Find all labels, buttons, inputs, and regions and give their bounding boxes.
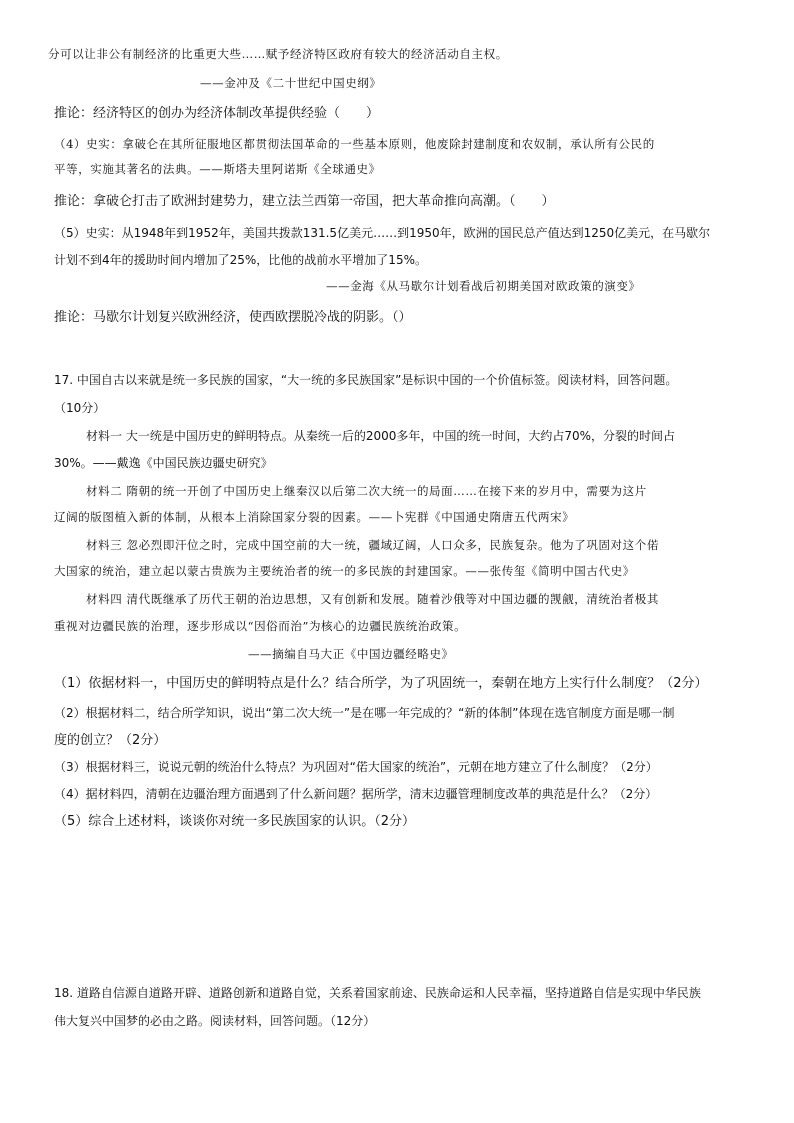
q17-title-line1: 17. 中国自古以来就是统一多民族的国家，“大一统的多民族国家”是标识中国的一个价值标签。阅读材料，回答问题。 [54,373,678,387]
q17-subquestion-3: （3）根据材料三，说说元朝的统治什么特点？为巩固对“偌大国家的统治”，元朝在地方建立了什么制度？（2分） [54,760,658,774]
q16-5-fact-line2: 计划不到4年的援助时间内增加了25%，比他的战前水平增加了15%。 [54,253,427,267]
q17-material4-line2: 重视对边疆民族的治理，逐步形成以“因俗而治”为核心的边疆民族统治政策。 [54,619,467,633]
q17-subquestion-4: （4）据材料四，清朝在边疆治理方面遇到了什么新问题？据所学，清末边疆管理制度改革的典范是什么？（2分） [54,787,658,801]
q16-inference-4: 推论：拿破仑打击了欧洲封建势力，建立法兰西第一帝国，把大革命推向高潮。（ ） [54,194,555,209]
q16-material-line: 分可以让非公有制经济的比重更大些……赋予经济特区政府有较大的经济活动自主权。 [48,47,508,61]
q16-5-fact-line1: （5）史实：从1948年到1952年，美国共拨款131.5亿美元……到1950年，欧洲的国民总产值达到1250亿美元，在马歇尔 [54,226,711,240]
q17-title-line2: （10分） [54,401,106,415]
q16-inference-3: 推论：经济特区的创办为经济体制改革提供经验（ ） [54,106,380,121]
q17-material4-line1: 材料四 清代既继承了历代王朝的治边思想，又有创新和发展。随着沙俄等对中国边疆的觊觎，清统治者极其 [86,592,659,606]
q17-subquestion-1: （1）依据材料一，中国历史的鲜明特点是什么？结合所学，为了巩固统一，秦朝在地方上实行什么制度？（2分） [54,676,708,691]
q17-material1-line2: 30%。——戴逸《中国民族边疆史研究》 [54,456,273,470]
q16-source: ——金冲及《二十世纪中国史纲》 [200,76,382,90]
q17-material4-source: ——摘编自马大正《中国边疆经略史》 [248,647,454,661]
q17-material2-line2: 辽阔的版图植入新的体制，从根本上消除国家分裂的因素。——卜宪群《中国通史隋唐五代两宋》 [54,510,575,524]
q16-4-fact-line2: 平等，实施其著名的法典。——斯塔夫里阿诺斯《全球通史》 [54,162,381,176]
q16-4-fact-line1: （4）史实：拿破仑在其所征服地区都贯彻法国革命的一些基本原则，他废除封建制度和农奴制，承认所有公民的 [54,137,655,151]
q17-subquestion-5: （5）综合上述材料，谈谈你对统一多民族国家的认识。（2分） [54,814,416,829]
q18-title-line2: 伟大复兴中国梦的必由之路。阅读材料，回答问题。（12分） [54,1014,376,1028]
q16-5-source: ——金海《从马歇尔计划看战后初期美国对欧政策的演变》 [326,279,641,293]
q16-inference-5: 推论：马歇尔计划复兴欧洲经济，使西欧摆脱冷战的阴影。（） [54,310,412,325]
q18-title-line1: 18. 道路自信源自道路开辟、道路创新和道路自觉，关系着国家前途、民族命运和人民幸福，坚持道路自信是实现中华民族 [54,986,701,1000]
q17-subquestion-2-line2: 度的创立？（2分） [54,733,167,748]
q17-material2-line1: 材料二 隋朝的统一开创了中国历史上继秦汉以后第二次大统一的局面……在接下来的岁月中，需要为这片 [86,484,647,498]
q17-subquestion-2-line1: （2）根据材料二，结合所学知识，说出“第二次大统一”是在哪一年完成的？“新的体制”体现在选官制度方面是哪一制 [54,706,675,720]
q17-material1-line1: 材料一 大一统是中国历史的鲜明特点。从秦统一后的2000多年，中国的统一时间，大约占70%，分裂的时间占 [86,429,676,443]
q17-material3-line1: 材料三 忽必烈即汗位之时，完成中国空前的大一统，疆域辽阔，人口众多，民族复杂。他为了巩固对这个偌 [86,538,659,552]
q17-material3-line2: 大国家的统治，建立起以蒙古贵族为主要统治者的统一的多民族的封建国家。——张传玺《简明中国古代史》 [54,564,635,578]
